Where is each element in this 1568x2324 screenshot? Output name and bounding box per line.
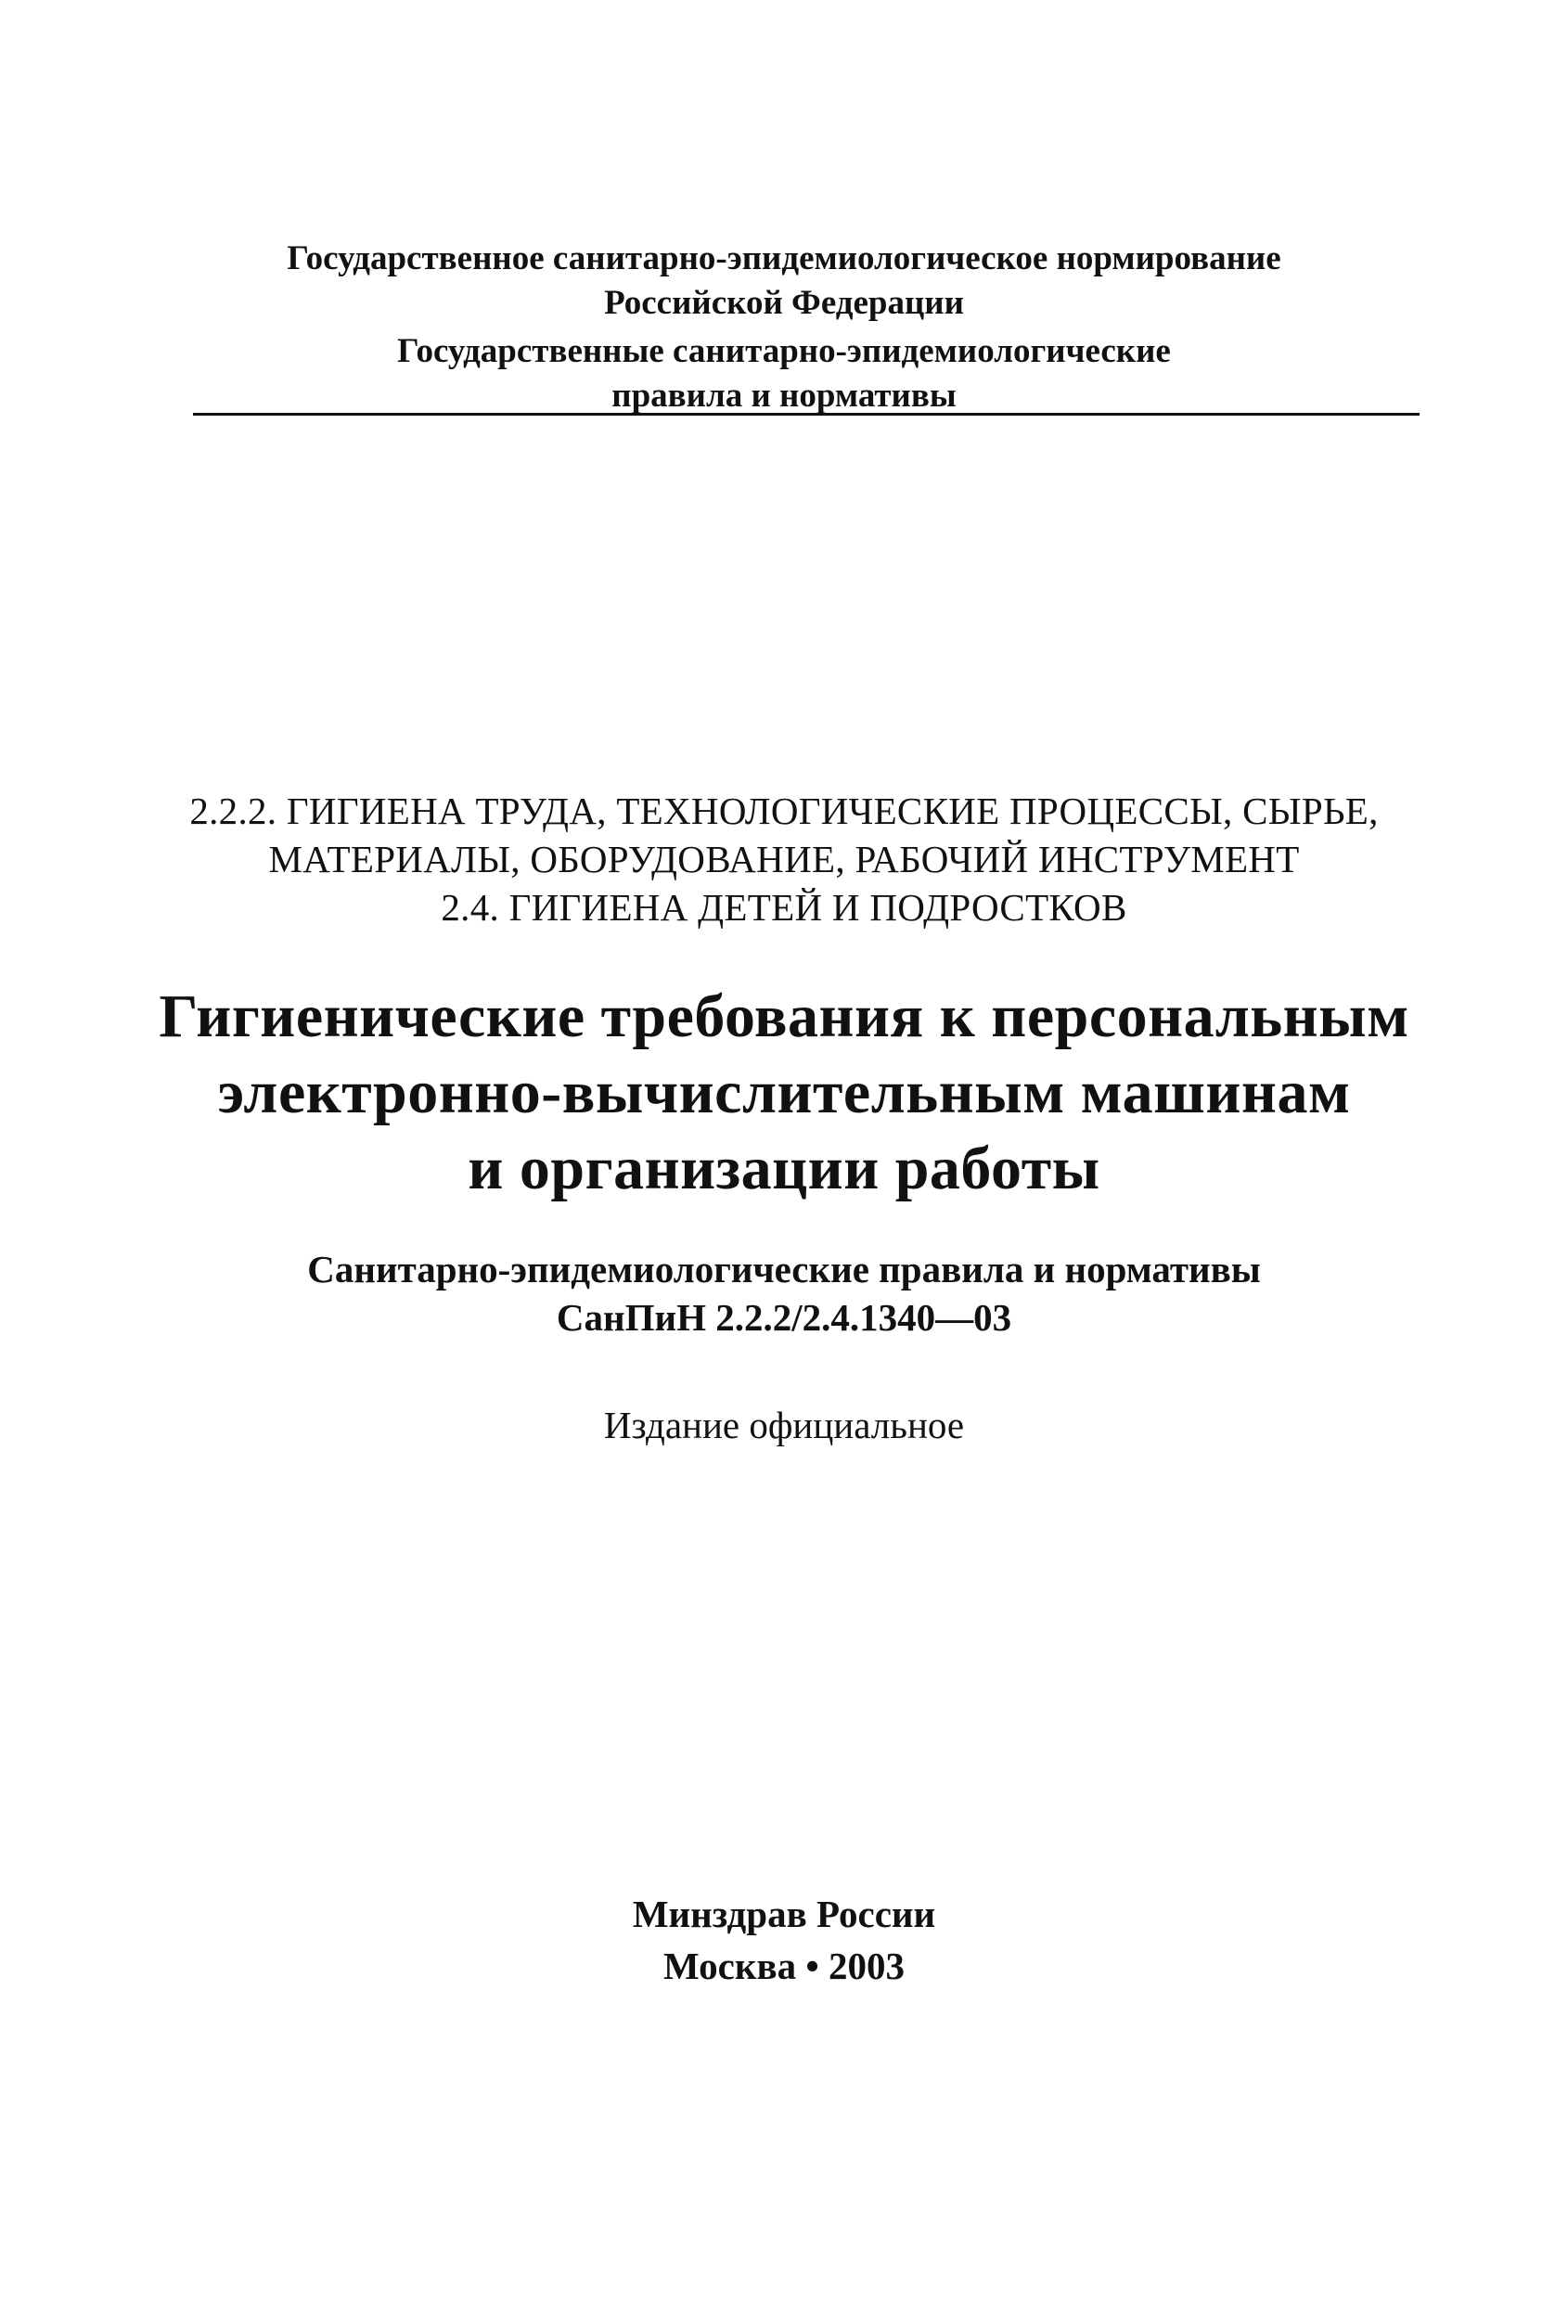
publisher-line-1: Минздрав России <box>632 1893 936 1935</box>
header-line-2: Российской Федерации <box>604 284 964 322</box>
document-title <box>0 979 1568 1207</box>
section-line-2: МАТЕРИАЛЫ, ОБОРУДОВАНИЕ, РАБОЧИЙ ИНСТРУМЕНТ <box>268 838 1300 880</box>
publisher-line-2: Москва • 2003 <box>663 1945 905 1987</box>
header-authority <box>0 237 1568 326</box>
edition-line: Издание официальное <box>603 1404 965 1446</box>
header-line-1: Государственное санитарно-эпидемиологическое нормирование <box>287 239 1281 277</box>
title-line-3: и организации работы <box>468 1135 1100 1202</box>
subtitle-line-1: Санитарно-эпидемиологические правила и нормативы <box>307 1248 1261 1290</box>
section-headings <box>0 787 1568 931</box>
publisher-info <box>0 1888 1568 1992</box>
header-line-3: Государственные санитарно-эпидемиологические <box>397 332 1171 370</box>
header-series <box>0 329 1568 418</box>
title-line-1: Гигиенические требования к персональным <box>159 982 1409 1050</box>
document-subtitle <box>0 1245 1568 1342</box>
section-line-3: 2.4. ГИГИЕНА ДЕТЕЙ И ПОДРОСТКОВ <box>441 886 1127 929</box>
edition-note <box>0 1401 1568 1449</box>
header-line-4: правила и нормативы <box>611 377 957 415</box>
section-line-1: 2.2.2. ГИГИЕНА ТРУДА, ТЕХНОЛОГИЧЕСКИЕ ПРОЦЕССЫ, СЫРЬЕ, <box>189 790 1379 832</box>
subtitle-line-2: СанПиН 2.2.2/2.4.1340—03 <box>556 1296 1012 1339</box>
title-line-2: электронно-вычислительным машинам <box>217 1059 1351 1126</box>
header-divider <box>193 413 1420 416</box>
